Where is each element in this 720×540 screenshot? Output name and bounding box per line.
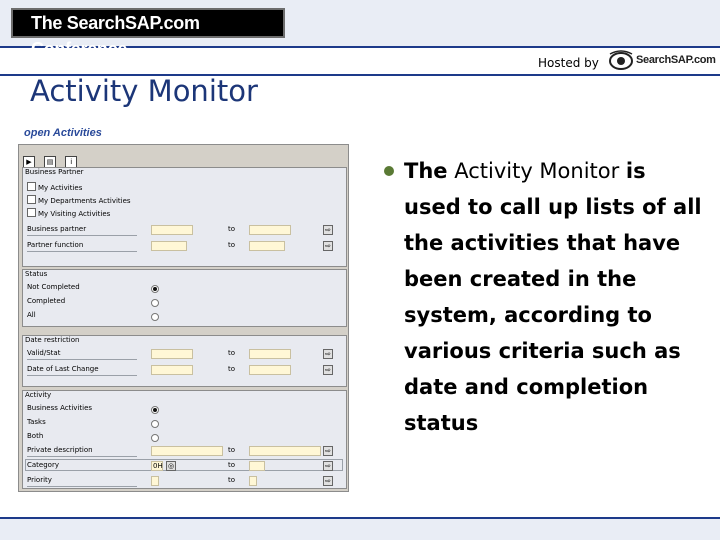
radio-label: Both [27,432,44,440]
last-change-from-input[interactable] [151,365,193,375]
private-description-to-input[interactable] [249,446,321,456]
category-to-input[interactable] [249,461,265,471]
checkbox-label: My Activities [38,184,83,192]
valid-from-input[interactable] [151,349,193,359]
radio-all[interactable] [151,313,159,321]
field-underline [27,251,137,252]
radio-label: All [27,311,36,319]
section-header: Date restriction [25,336,80,344]
logo-text: SearchSAP.com [636,54,716,66]
partner-function-from-input[interactable] [151,241,187,251]
sap-selection-screen [18,144,349,492]
to-label: to [228,476,236,484]
business-partner-from-input[interactable] [151,225,193,235]
field-label: Business partner [27,225,87,233]
valid-to-input[interactable] [249,349,291,359]
checkbox-label: My Visiting Activities [38,210,111,218]
private-description-from-input[interactable] [151,446,223,456]
field-label: Partner function [27,241,84,249]
to-label: to [228,365,236,373]
to-label: to [228,446,236,454]
category-from-input[interactable]: 0H [153,462,163,470]
field-underline [27,486,137,487]
conference-title: The SearchSAP.com Conference [11,8,285,38]
eye-icon [608,50,634,72]
status-section [22,269,347,327]
searchsap-logo [608,50,714,72]
multiple-selection-button[interactable]: ⇨ [323,446,333,456]
variant-icon[interactable]: ▤ [44,156,56,168]
hosted-by-label: Hosted by [538,56,599,70]
radio-business-activities[interactable] [151,406,159,414]
checkbox-icon[interactable] [27,195,36,204]
radio-label: Not Completed [27,283,80,291]
multiple-selection-button[interactable]: ⇨ [323,241,333,251]
field-label: Date of Last Change [27,365,99,373]
to-label: to [228,225,236,233]
section-header: Status [25,270,48,278]
bullet-normal-1: Activity Monitor [447,159,626,183]
multiple-selection-button[interactable]: ⇨ [323,349,333,359]
bullet-icon [384,166,394,176]
date-restriction-section [22,335,347,387]
radio-tasks[interactable] [151,420,159,428]
field-label: Private description [27,446,93,454]
priority-to-input[interactable] [249,476,257,486]
radio-completed[interactable] [151,299,159,307]
multiple-selection-button[interactable]: ⇨ [323,365,333,375]
multiple-selection-button[interactable]: ⇨ [323,225,333,235]
execute-icon[interactable]: ▶ [23,156,35,168]
bullet-bold-2: is used to call up lists of all the activities that have been created in the system, according to various criteria such as date and completion status [404,159,702,435]
sap-toolbar [23,149,81,166]
checkbox-icon[interactable] [27,208,36,217]
activity-section [22,390,347,489]
checkbox-icon[interactable] [27,182,36,191]
footer-bar [0,519,720,540]
business-partner-section [22,167,347,267]
radio-label: Business Activities [27,404,93,412]
field-underline [27,359,137,360]
priority-from-input[interactable] [151,476,159,486]
to-label: to [228,349,236,357]
page-title: Activity Monitor [30,74,258,108]
section-header: Activity [25,391,52,399]
screenshot-caption: open Activities [24,127,102,139]
bullet-text [404,153,704,441]
radio-not-completed[interactable] [151,285,159,293]
section-header: Business Partner [25,168,84,176]
checkbox-label: My Departments Activities [38,197,131,205]
checkbox-my-visiting[interactable] [27,208,110,219]
bullet-bold-1: The [404,159,448,183]
field-label: Category [27,461,59,469]
field-underline [27,456,137,457]
to-label: to [228,241,236,249]
business-partner-to-input[interactable] [249,225,291,235]
checkbox-my-activities[interactable] [27,182,82,193]
partner-function-to-input[interactable] [249,241,285,251]
checkbox-my-departments[interactable] [27,195,131,206]
field-label: Valid/Stat [27,349,61,357]
multiple-selection-button[interactable]: ⇨ [323,461,333,471]
multiple-selection-button[interactable]: ⇨ [323,476,333,486]
field-label: Priority [27,476,52,484]
last-change-to-input[interactable] [249,365,291,375]
search-help-button[interactable]: ◎ [167,462,175,470]
radio-both[interactable] [151,434,159,442]
field-underline [27,375,137,376]
radio-label: Completed [27,297,66,305]
field-underline [27,235,137,236]
to-label: to [228,461,236,469]
category-row-highlight [25,459,343,471]
info-icon[interactable]: i [65,156,77,168]
radio-label: Tasks [27,418,46,426]
